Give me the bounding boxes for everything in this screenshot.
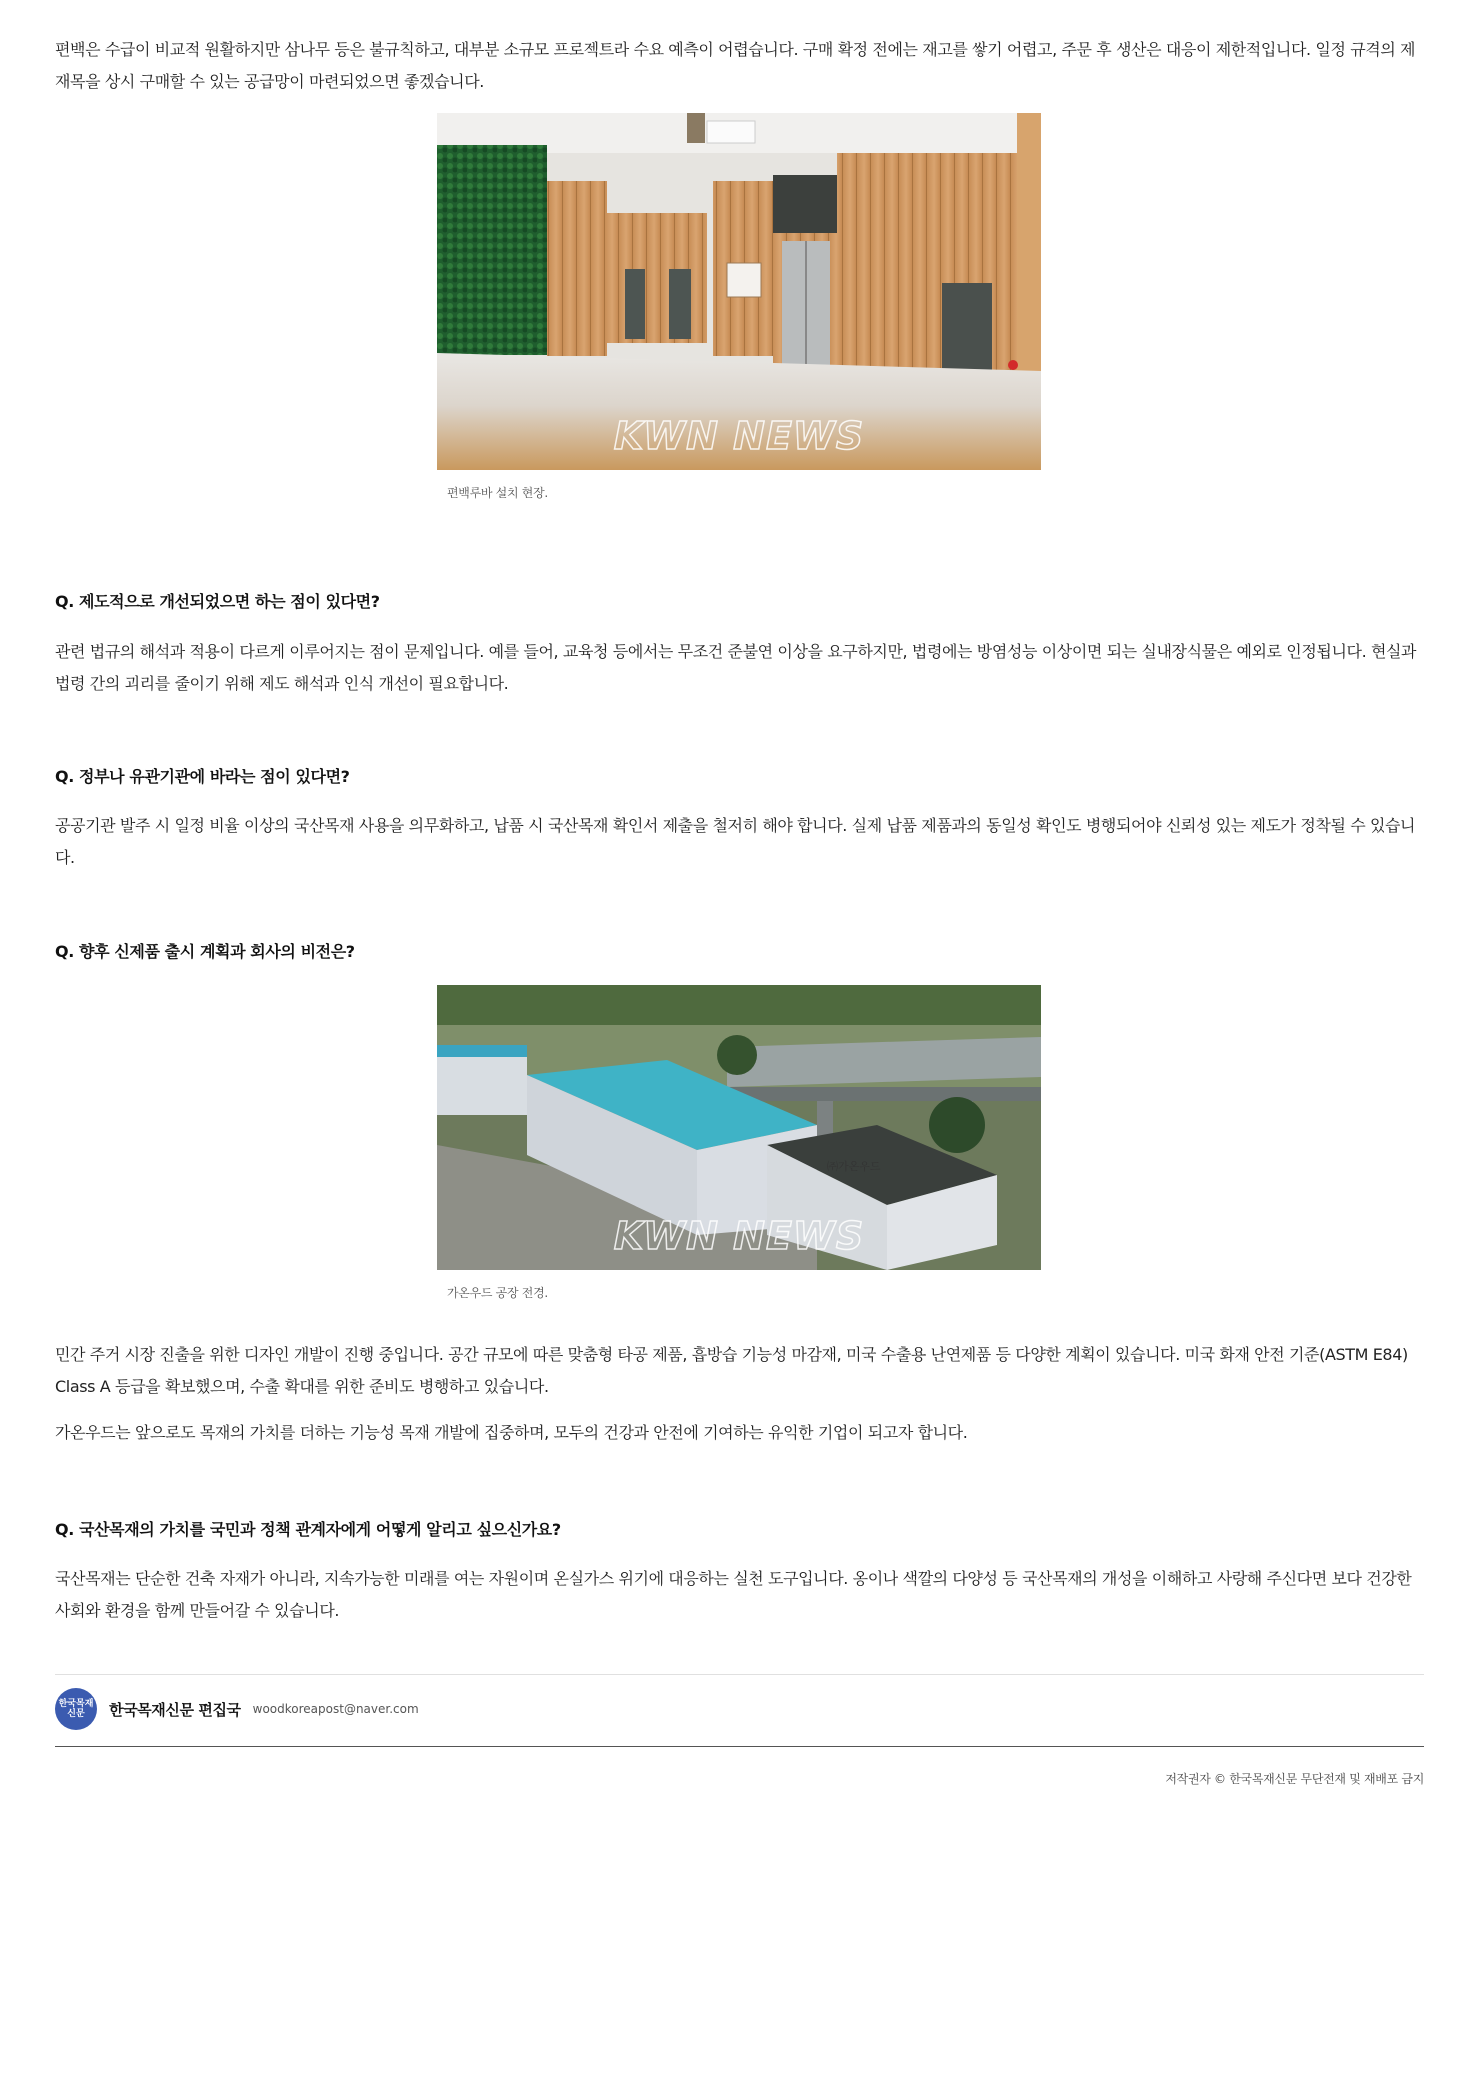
watermark-text: KWN NEWS [613, 414, 865, 458]
byline [55, 1688, 419, 1730]
watermark-text: KWN NEWS [613, 1214, 865, 1258]
author-name[interactable]: 한국목재신문 편집국 [109, 1700, 241, 1719]
avatar-text: 한국목재신문 [58, 1699, 94, 1719]
copyright-notice: 저작권자 © 한국목재신문 무단전재 및 재배포 금지 [1165, 1772, 1424, 1786]
avatar[interactable] [55, 1688, 97, 1730]
paragraph: 관련 법규의 해석과 적용이 다르게 이루어지는 점이 문제입니다. 예를 들어, 교육청 등에서는 무조건 준불연 이상을 요구하지만, 법령에는 방염성능 이상이면 되는 실내장식물은 예외로 인정됩니다. 현실과 법령 간의 괴리를 줄이기 위해 제도 해석과 인식 개선이 필요합니다. [55, 642, 1417, 693]
paragraph: 편백은 수급이 비교적 원활하지만 삼나무 등은 불규칙하고, 대부분 소규모 프로젝트라 수요 예측이 어렵습니다. 구매 확정 전에는 재고를 쌓기 어렵고, 주문 후 생산은 대응이 제한적입니다. 일정 규격의 제재목을 상시 구매할 수 있는 공급망이 마련되었으면 좋겠습니다. [55, 40, 1416, 91]
figure-caption: 가온우드 공장 전경. [447, 1286, 548, 1300]
question-heading: Q. 향후 신제품 출시 계획과 회사의 비전은? [55, 942, 355, 961]
divider [55, 1674, 1424, 1675]
figure-factory [437, 985, 1041, 1301]
question-heading: Q. 정부나 유관기관에 바라는 점이 있다면? [55, 767, 350, 786]
question-heading: Q. 제도적으로 개선되었으면 하는 점이 있다면? [55, 592, 380, 611]
figure-caption: 편백루바 설치 현장. [447, 486, 548, 500]
paragraph: 민간 주거 시장 진출을 위한 디자인 개발이 진행 중입니다. 공간 규모에 따른 맞춤형 타공 제품, 흡방습 기능성 마감재, 미국 수출용 난연제품 등 다양한 계획이 있습니다. 미국 화재 안전 기준(ASTM E84) Class A 등급을 확보했으며, 수출 확대를 위한 준비도 병행하고 있습니다. [55, 1345, 1408, 1396]
factory-photo [437, 985, 1041, 1270]
author-email[interactable]: woodkoreapost@naver.com [252, 1702, 419, 1716]
paragraph: 가온우드는 앞으로도 목재의 가치를 더하는 기능성 목재 개발에 집중하며, 모두의 건강과 안전에 기여하는 유익한 기업이 되고자 합니다. [55, 1423, 968, 1442]
lobby-photo [437, 113, 1041, 470]
divider [55, 1746, 1424, 1747]
question-heading: Q. 국산목재의 가치를 국민과 정책 관계자에게 어떻게 알리고 싶으신가요? [55, 1520, 561, 1539]
paragraph: 국산목재는 단순한 건축 자재가 아니라, 지속가능한 미래를 여는 자원이며 온실가스 위기에 대응하는 실천 도구입니다. 옹이나 색깔의 다양성 등 국산목재의 개성을 이해하고 사랑해 주신다면 보다 건강한 사회와 환경을 함께 만들어갈 수 있습니다. [55, 1569, 1412, 1620]
factory-sign: ㈜가온우드 [827, 1160, 881, 1173]
paragraph: 공공기관 발주 시 일정 비율 이상의 국산목재 사용을 의무화하고, 납품 시 국산목재 확인서 제출을 철저히 해야 합니다. 실제 납품 제품과의 동일성 확인도 병행되어야 신뢰성 있는 제도가 정착될 수 있습니다. [55, 816, 1416, 867]
figure-lobby [437, 113, 1041, 501]
